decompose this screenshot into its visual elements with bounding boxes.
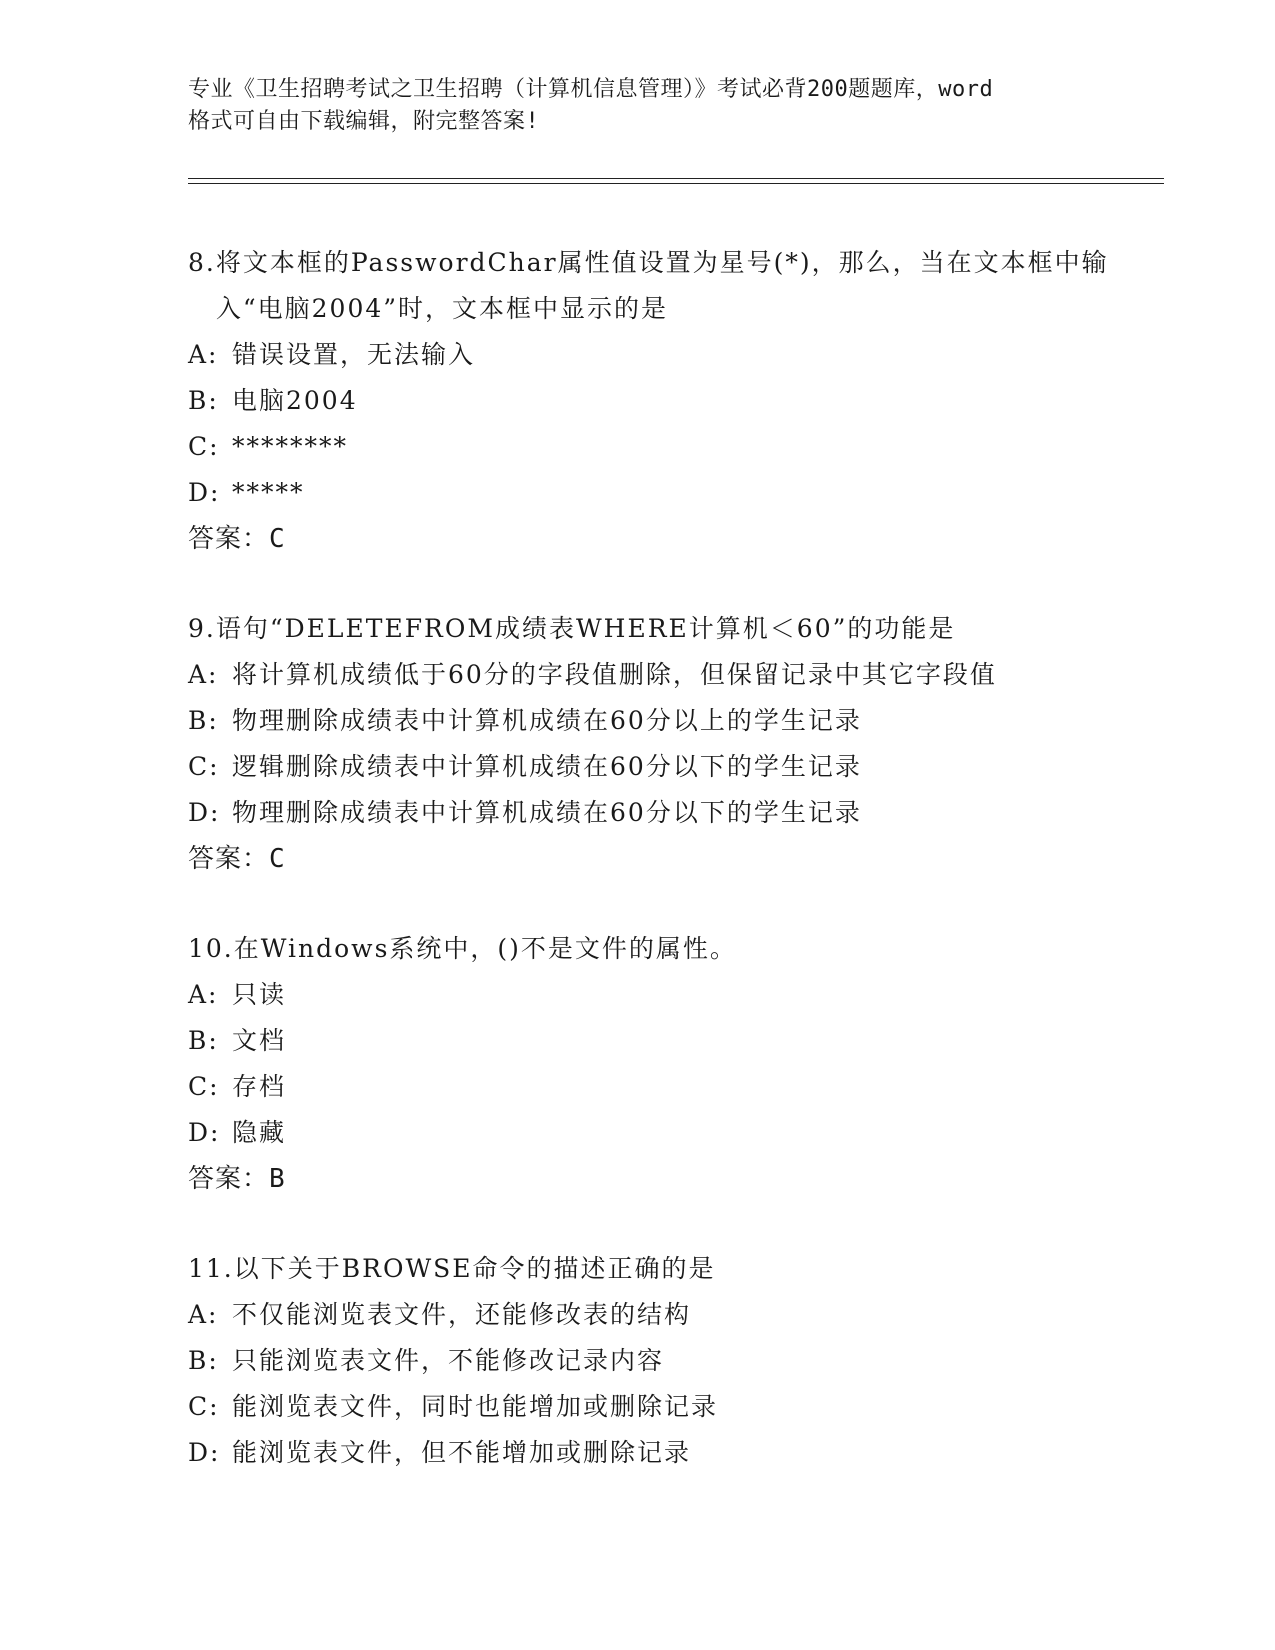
option-text: 错误设置，无法输入 bbox=[232, 340, 476, 369]
question-list bbox=[188, 240, 1148, 1520]
header-divider-bottom bbox=[188, 183, 1164, 184]
option-key: C: bbox=[188, 752, 220, 781]
option-text: 只能浏览表文件，不能修改记录内容 bbox=[232, 1346, 665, 1375]
header-divider-top bbox=[188, 178, 1164, 179]
option-text: 物理删除成绩表中计算机成绩在60分以下的学生记录 bbox=[232, 798, 862, 827]
option-key: D: bbox=[188, 478, 221, 507]
option-key: B: bbox=[188, 1026, 219, 1055]
option-key: C: bbox=[188, 432, 220, 461]
option-b bbox=[188, 1338, 1148, 1384]
question-body: 将文本框的PasswordChar属性值设置为星号(*)，那么，当在文本框中输入“电脑2004”时，文本框中显示的是 bbox=[215, 248, 1109, 323]
answer-line: 答案：C bbox=[188, 844, 286, 874]
option-b bbox=[188, 378, 1148, 424]
header-line-2: 格式可自由下载编辑，附完整答案! bbox=[188, 109, 540, 134]
option-b bbox=[188, 1018, 1148, 1064]
option-text: 能浏览表文件，同时也能增加或删除记录 bbox=[232, 1392, 719, 1421]
option-a bbox=[188, 972, 1148, 1018]
option-a bbox=[188, 652, 1148, 698]
option-c bbox=[188, 744, 1148, 790]
question-body: 在Windows系统中，()不是文件的属性。 bbox=[233, 934, 737, 963]
question-text bbox=[188, 606, 1148, 652]
option-key: A: bbox=[188, 340, 219, 369]
document-header bbox=[188, 74, 1088, 138]
option-text: 存档 bbox=[232, 1072, 287, 1101]
option-key: A: bbox=[188, 660, 219, 689]
header-line-1: 专业《卫生招聘考试之卫生招聘（计算机信息管理）》考试必背200题题库，word bbox=[188, 77, 994, 102]
option-text: 能浏览表文件，但不能增加或删除记录 bbox=[232, 1438, 692, 1467]
question-body: 以下关于BROWSE命令的描述正确的是 bbox=[233, 1254, 716, 1283]
option-text: 物理删除成绩表中计算机成绩在60分以上的学生记录 bbox=[232, 706, 862, 735]
option-d bbox=[188, 470, 1148, 516]
question-number: 9. bbox=[188, 614, 216, 643]
option-text: 电脑2004 bbox=[232, 386, 358, 415]
option-key: A: bbox=[188, 1300, 219, 1329]
question-text bbox=[188, 1246, 1148, 1292]
option-c bbox=[188, 1064, 1148, 1110]
option-text: 只读 bbox=[232, 980, 287, 1009]
option-text: 不仅能浏览表文件，还能修改表的结构 bbox=[232, 1300, 692, 1329]
option-d bbox=[188, 1110, 1148, 1156]
question-10 bbox=[188, 926, 1148, 1202]
question-text bbox=[188, 240, 1148, 332]
option-a bbox=[188, 1292, 1148, 1338]
question-9 bbox=[188, 606, 1148, 882]
question-number: 8. bbox=[188, 248, 216, 277]
option-text: 将计算机成绩低于60分的字段值删除，但保留记录中其它字段值 bbox=[232, 660, 997, 689]
option-text: 逻辑删除成绩表中计算机成绩在60分以下的学生记录 bbox=[232, 752, 862, 781]
question-body: 语句“DELETEFROM成绩表WHERE计算机＜60”的功能是 bbox=[215, 614, 956, 643]
option-a bbox=[188, 332, 1148, 378]
answer-line: 答案：B bbox=[188, 1164, 286, 1194]
option-text: ***** bbox=[232, 478, 305, 507]
option-key: A: bbox=[188, 980, 219, 1009]
option-key: B: bbox=[188, 706, 219, 735]
option-key: D: bbox=[188, 1118, 221, 1147]
option-key: D: bbox=[188, 1438, 221, 1467]
option-b bbox=[188, 698, 1148, 744]
question-number: 11. bbox=[188, 1254, 234, 1283]
option-text: 隐藏 bbox=[232, 1118, 287, 1147]
option-key: C: bbox=[188, 1072, 220, 1101]
option-c bbox=[188, 1384, 1148, 1430]
option-key: B: bbox=[188, 386, 219, 415]
option-key: C: bbox=[188, 1392, 220, 1421]
option-text: 文档 bbox=[232, 1026, 287, 1055]
question-11 bbox=[188, 1246, 1148, 1476]
question-text bbox=[188, 926, 1148, 972]
question-8 bbox=[188, 240, 1148, 562]
option-d bbox=[188, 1430, 1148, 1476]
option-text: ******** bbox=[232, 432, 348, 461]
option-d bbox=[188, 790, 1148, 836]
answer-line: 答案：C bbox=[188, 524, 286, 554]
question-number: 10. bbox=[188, 934, 234, 963]
option-c bbox=[188, 424, 1148, 470]
option-key: B: bbox=[188, 1346, 219, 1375]
option-key: D: bbox=[188, 798, 221, 827]
